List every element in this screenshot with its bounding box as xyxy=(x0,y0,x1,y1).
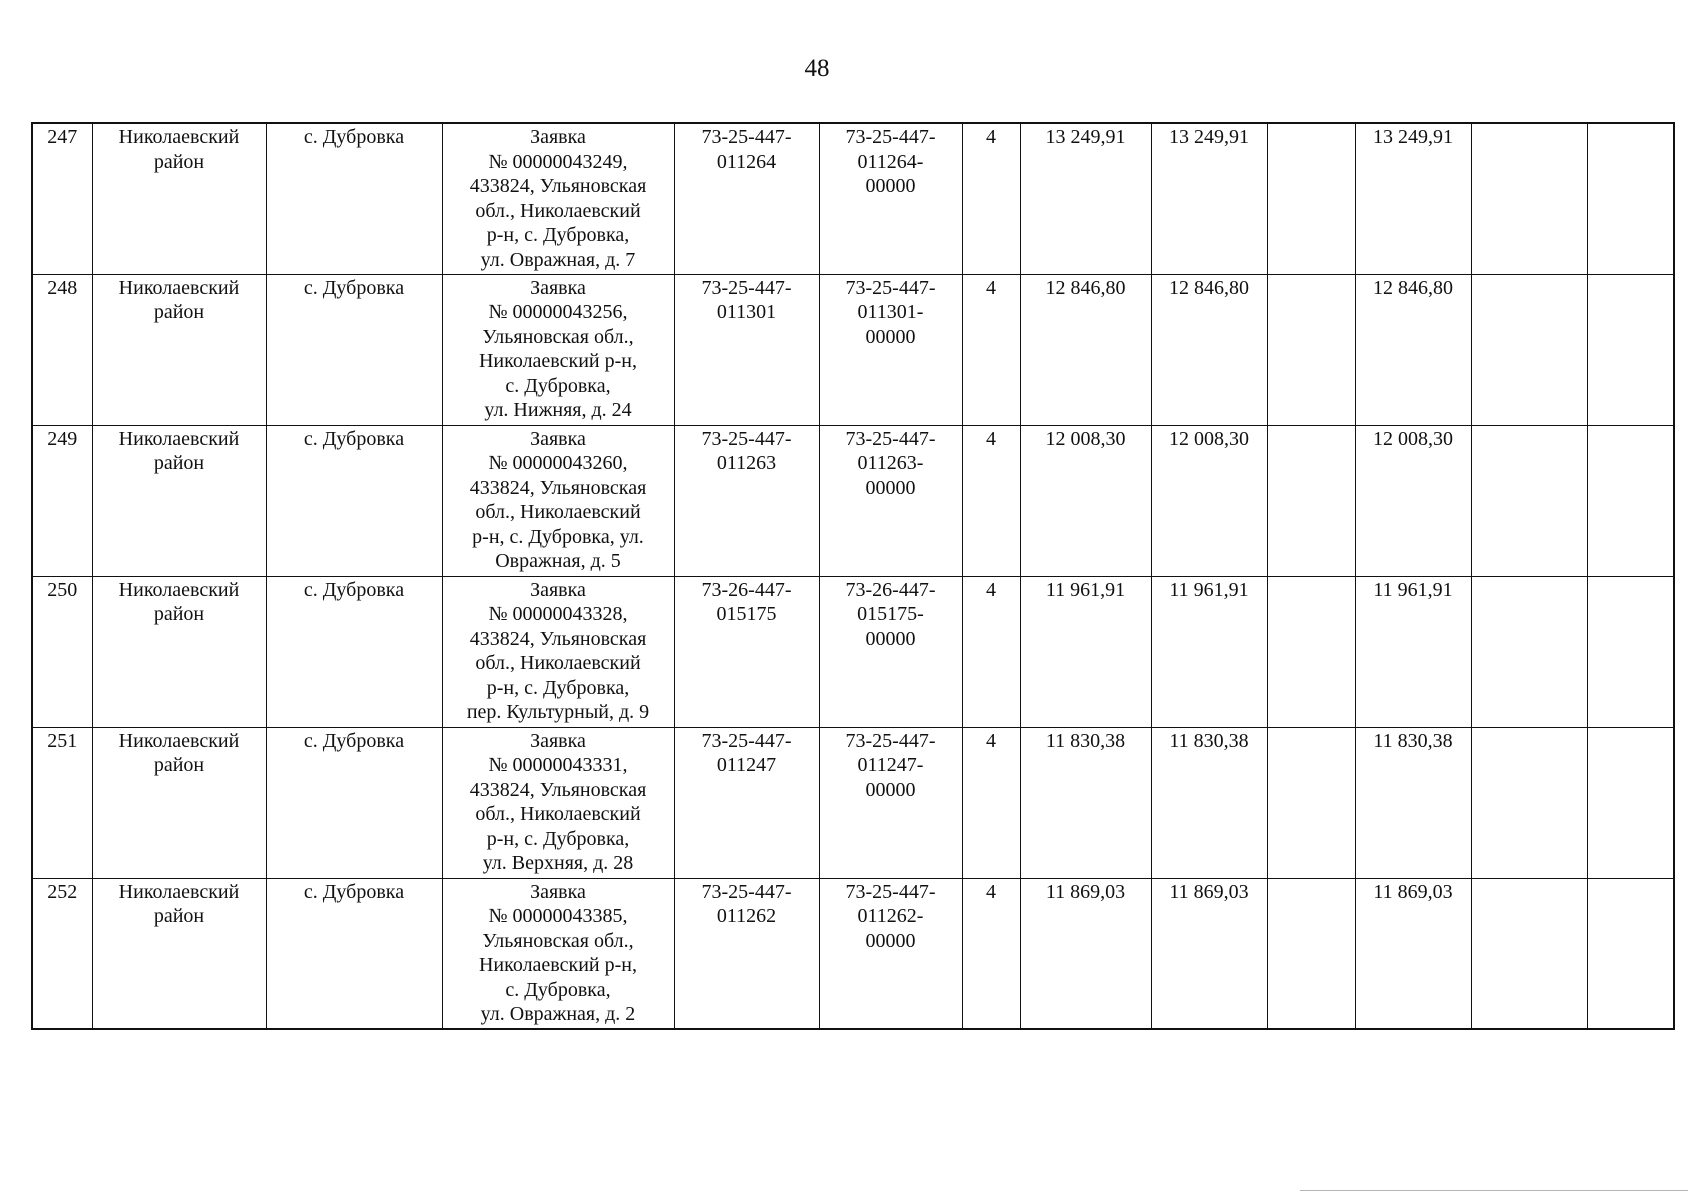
cell-text-line: обл., Николаевский xyxy=(475,652,641,674)
cell-text-line: с. Дубровка xyxy=(303,578,405,601)
cell-text-line: ул. Нижняя, д. 24 xyxy=(484,399,632,421)
cell-text-line: 011262 xyxy=(716,905,777,927)
empty-cell xyxy=(1471,878,1587,1029)
table-row xyxy=(32,425,1674,576)
amount-cell-2 xyxy=(1151,123,1267,274)
cell-text-line: 73-25-447- xyxy=(845,880,936,903)
quantity-cell xyxy=(962,878,1020,1029)
cell-text-line: 011263- xyxy=(857,452,924,474)
cell-text-line: район xyxy=(153,452,205,474)
address-cell xyxy=(442,727,674,878)
cell-text-line: Заявка xyxy=(530,578,586,601)
cell-text-line: Ульяновская обл., xyxy=(482,325,634,348)
cadastral-quarter-cell xyxy=(674,123,819,274)
cell-text-line: Николаевский xyxy=(118,427,240,450)
empty-cell xyxy=(1267,878,1355,1029)
cell-text-line: 250 xyxy=(47,578,78,601)
cell-text-line: с. Дубровка xyxy=(303,427,405,450)
empty-cell xyxy=(1471,425,1587,576)
amount-cell-1 xyxy=(1020,425,1151,576)
cell-text-line: 11 961,91 xyxy=(1373,578,1453,601)
cell-text-line: 00000 xyxy=(865,778,916,801)
cadastral-number-cell xyxy=(819,576,962,727)
cell-text-line: 433824, Ульяновская xyxy=(469,627,647,650)
cell-text-line: 252 xyxy=(47,880,78,903)
locality-cell xyxy=(266,727,442,878)
district-cell xyxy=(92,727,266,878)
cadastral-number-cell xyxy=(819,123,962,274)
cell-text-line: 00000 xyxy=(865,325,916,348)
cell-text-line: район xyxy=(153,905,205,927)
cell-text-line: с. Дубровка xyxy=(303,276,405,299)
cell-text-line: район xyxy=(153,301,205,323)
cell-text-line: 11 869,03 xyxy=(1373,880,1453,903)
empty-cell xyxy=(1267,274,1355,425)
table-row xyxy=(32,576,1674,727)
locality-cell xyxy=(266,123,442,274)
cell-text-line: 4 xyxy=(986,729,996,752)
empty-cell xyxy=(1471,727,1587,878)
amount-cell-3 xyxy=(1355,425,1471,576)
cell-text-line: обл., Николаевский xyxy=(475,199,641,222)
district-cell xyxy=(92,425,266,576)
locality-cell xyxy=(266,274,442,425)
cell-text-line: р-н, с. Дубровка, xyxy=(486,676,630,699)
cell-text-line: 00000 xyxy=(865,627,916,650)
cell-text-line: 12 008,30 xyxy=(1373,427,1453,450)
empty-cell xyxy=(1267,576,1355,727)
cell-text-line: с. Дубровка, xyxy=(505,978,611,1001)
cell-text-line: 4 xyxy=(986,126,996,148)
cell-text-line: 248 xyxy=(47,276,78,299)
row-number-cell xyxy=(32,878,92,1029)
cell-text-line: 11 961,91 xyxy=(1169,578,1249,601)
cell-text-line: № 00000043249, xyxy=(488,150,628,173)
cell-text-line: 12 846,80 xyxy=(1373,276,1453,299)
cell-text-line: 73-25-447- xyxy=(845,276,936,299)
cell-text-line: 433824, Ульяновская xyxy=(469,476,647,499)
cell-text-line: Овражная, д. 5 xyxy=(495,550,621,572)
locality-cell xyxy=(266,878,442,1029)
amount-cell-1 xyxy=(1020,123,1151,274)
amount-cell-2 xyxy=(1151,878,1267,1029)
cell-text-line: 11 830,38 xyxy=(1373,729,1453,752)
cell-text-line: 247 xyxy=(47,126,78,148)
cell-text-line: 13 249,91 xyxy=(1045,126,1126,148)
cell-text-line: 011301 xyxy=(716,301,777,323)
cell-text-line: ул. Овражная, д. 7 xyxy=(480,248,636,271)
empty-cell xyxy=(1587,274,1674,425)
empty-cell xyxy=(1471,123,1587,274)
cell-text-line: 73-25-447- xyxy=(701,729,792,752)
cell-text-line: Николаевский xyxy=(118,276,240,299)
cell-text-line: 73-25-447- xyxy=(701,880,792,903)
amount-cell-3 xyxy=(1355,878,1471,1029)
quantity-cell xyxy=(962,576,1020,727)
row-number-cell xyxy=(32,123,92,274)
table-body xyxy=(32,123,1674,1029)
address-cell xyxy=(442,576,674,727)
empty-cell xyxy=(1471,274,1587,425)
cell-text-line: с. Дубровка xyxy=(303,880,405,903)
cell-text-line: р-н, с. Дубровка, xyxy=(486,224,630,246)
row-number-cell xyxy=(32,727,92,878)
row-number-cell xyxy=(32,274,92,425)
cell-text-line: 73-25-447- xyxy=(701,427,792,450)
cell-text-line: 00000 xyxy=(865,476,916,499)
amount-cell-3 xyxy=(1355,274,1471,425)
cell-text-line: № 00000043328, xyxy=(488,603,628,625)
address-cell xyxy=(442,425,674,576)
cell-text-line: с. Дубровка, xyxy=(505,374,611,397)
row-number-cell xyxy=(32,425,92,576)
cell-text-line: 12 846,80 xyxy=(1169,276,1249,299)
cell-text-line: 249 xyxy=(47,427,78,450)
table-row xyxy=(32,727,1674,878)
cell-text-line: 011247 xyxy=(716,754,777,776)
registry-table xyxy=(31,122,1675,1030)
cell-text-line: 433824, Ульяновская xyxy=(469,175,647,197)
table-row xyxy=(32,274,1674,425)
cell-text-line: 73-25-447- xyxy=(845,126,936,148)
cell-text-line: 251 xyxy=(47,729,78,752)
locality-cell xyxy=(266,425,442,576)
cadastral-number-cell xyxy=(819,425,962,576)
address-cell xyxy=(442,123,674,274)
cell-text-line: 11 869,03 xyxy=(1169,880,1249,903)
cell-text-line: 011264- xyxy=(857,150,924,173)
empty-cell xyxy=(1587,727,1674,878)
quantity-cell xyxy=(962,727,1020,878)
cell-text-line: № 00000043385, xyxy=(488,905,628,927)
amount-cell-2 xyxy=(1151,576,1267,727)
cell-text-line: Заявка xyxy=(530,427,586,450)
cadastral-quarter-cell xyxy=(674,576,819,727)
cell-text-line: 12 846,80 xyxy=(1045,276,1126,299)
cell-text-line: с. Дубровка xyxy=(303,729,405,752)
empty-cell xyxy=(1587,425,1674,576)
cadastral-number-cell xyxy=(819,727,962,878)
cell-text-line: ул. Верхняя, д. 28 xyxy=(482,852,634,874)
table-row xyxy=(32,878,1674,1029)
amount-cell-1 xyxy=(1020,727,1151,878)
empty-cell xyxy=(1587,878,1674,1029)
cell-text-line: Николаевский xyxy=(118,126,240,148)
cell-text-line: 73-25-447- xyxy=(701,276,792,299)
cell-text-line: 13 249,91 xyxy=(1373,126,1453,148)
cell-text-line: № 00000043256, xyxy=(488,301,628,323)
cell-text-line: Заявка xyxy=(530,729,586,752)
cadastral-quarter-cell xyxy=(674,878,819,1029)
cell-text-line: 00000 xyxy=(865,175,916,197)
empty-cell xyxy=(1267,425,1355,576)
cell-text-line: 73-26-447- xyxy=(845,578,936,601)
cell-text-line: № 00000043260, xyxy=(488,452,628,474)
cell-text-line: р-н, с. Дубровка, xyxy=(486,827,630,850)
table-row xyxy=(32,123,1674,274)
cell-text-line: 11 830,38 xyxy=(1045,729,1126,752)
address-cell xyxy=(442,878,674,1029)
cell-text-line: 011262- xyxy=(857,905,924,927)
cell-text-line: 4 xyxy=(986,276,996,299)
cadastral-quarter-cell xyxy=(674,274,819,425)
amount-cell-2 xyxy=(1151,425,1267,576)
quantity-cell xyxy=(962,123,1020,274)
quantity-cell xyxy=(962,274,1020,425)
district-cell xyxy=(92,576,266,727)
cell-text-line: № 00000043331, xyxy=(488,754,628,776)
cell-text-line: Николаевский xyxy=(118,578,240,601)
empty-cell xyxy=(1587,123,1674,274)
cell-text-line: 015175 xyxy=(716,603,777,625)
locality-cell xyxy=(266,576,442,727)
cell-text-line: Заявка xyxy=(530,880,586,903)
cell-text-line: 73-25-447- xyxy=(845,427,936,450)
cell-text-line: 73-25-447- xyxy=(701,126,792,148)
cell-text-line: 4 xyxy=(986,578,996,601)
cell-text-line: 73-26-447- xyxy=(701,578,792,601)
cell-text-line: 011247- xyxy=(857,754,924,776)
cell-text-line: р-н, с. Дубровка, ул. xyxy=(472,525,644,548)
cell-text-line: 12 008,30 xyxy=(1045,427,1126,450)
address-cell xyxy=(442,274,674,425)
amount-cell-2 xyxy=(1151,274,1267,425)
row-number-cell xyxy=(32,576,92,727)
cell-text-line: Ульяновская обл., xyxy=(482,929,634,952)
cell-text-line: 00000 xyxy=(865,929,916,952)
district-cell xyxy=(92,274,266,425)
cell-text-line: с. Дубровка xyxy=(303,126,405,148)
cell-text-line: Николаевский xyxy=(118,729,240,752)
district-cell xyxy=(92,123,266,274)
cell-text-line: 433824, Ульяновская xyxy=(469,778,647,801)
cell-text-line: Заявка xyxy=(530,276,586,299)
cadastral-quarter-cell xyxy=(674,727,819,878)
cell-text-line: Николаевский р-н, xyxy=(478,350,637,372)
amount-cell-1 xyxy=(1020,878,1151,1029)
cell-text-line: 011264 xyxy=(716,150,777,173)
quantity-cell xyxy=(962,425,1020,576)
empty-cell xyxy=(1471,576,1587,727)
cell-text-line: Заявка xyxy=(530,126,586,148)
bottom-rule xyxy=(1300,1190,1688,1191)
cell-text-line: 011263 xyxy=(716,452,777,474)
cell-text-line: ул. Овражная, д. 2 xyxy=(480,1003,636,1025)
amount-cell-3 xyxy=(1355,576,1471,727)
cell-text-line: 11 869,03 xyxy=(1045,880,1126,903)
cell-text-line: 015175- xyxy=(857,603,924,625)
page-number: 48 xyxy=(804,55,830,82)
cell-text-line: район xyxy=(153,754,205,776)
cell-text-line: 11 830,38 xyxy=(1169,729,1249,752)
cadastral-number-cell xyxy=(819,274,962,425)
empty-cell xyxy=(1587,576,1674,727)
cell-text-line: район xyxy=(153,603,205,625)
cell-text-line: пер. Культурный, д. 9 xyxy=(466,701,650,723)
cell-text-line: 13 249,91 xyxy=(1169,126,1249,148)
cadastral-quarter-cell xyxy=(674,425,819,576)
amount-cell-1 xyxy=(1020,274,1151,425)
district-cell xyxy=(92,878,266,1029)
cell-text-line: Николаевский xyxy=(118,880,240,903)
cell-text-line: обл., Николаевский xyxy=(475,501,641,523)
cell-text-line: 4 xyxy=(986,427,996,450)
cadastral-number-cell xyxy=(819,878,962,1029)
cell-text-line: 4 xyxy=(986,880,996,903)
amount-cell-3 xyxy=(1355,123,1471,274)
amount-cell-3 xyxy=(1355,727,1471,878)
cell-text-line: 12 008,30 xyxy=(1169,427,1249,450)
cell-text-line: Николаевский р-н, xyxy=(478,954,637,976)
cell-text-line: 11 961,91 xyxy=(1045,578,1126,601)
cell-text-line: район xyxy=(153,150,205,173)
cell-text-line: 011301- xyxy=(857,301,924,323)
amount-cell-2 xyxy=(1151,727,1267,878)
amount-cell-1 xyxy=(1020,576,1151,727)
cell-text-line: обл., Николаевский xyxy=(475,803,641,825)
empty-cell xyxy=(1267,727,1355,878)
cell-text-line: 73-25-447- xyxy=(845,729,936,752)
empty-cell xyxy=(1267,123,1355,274)
